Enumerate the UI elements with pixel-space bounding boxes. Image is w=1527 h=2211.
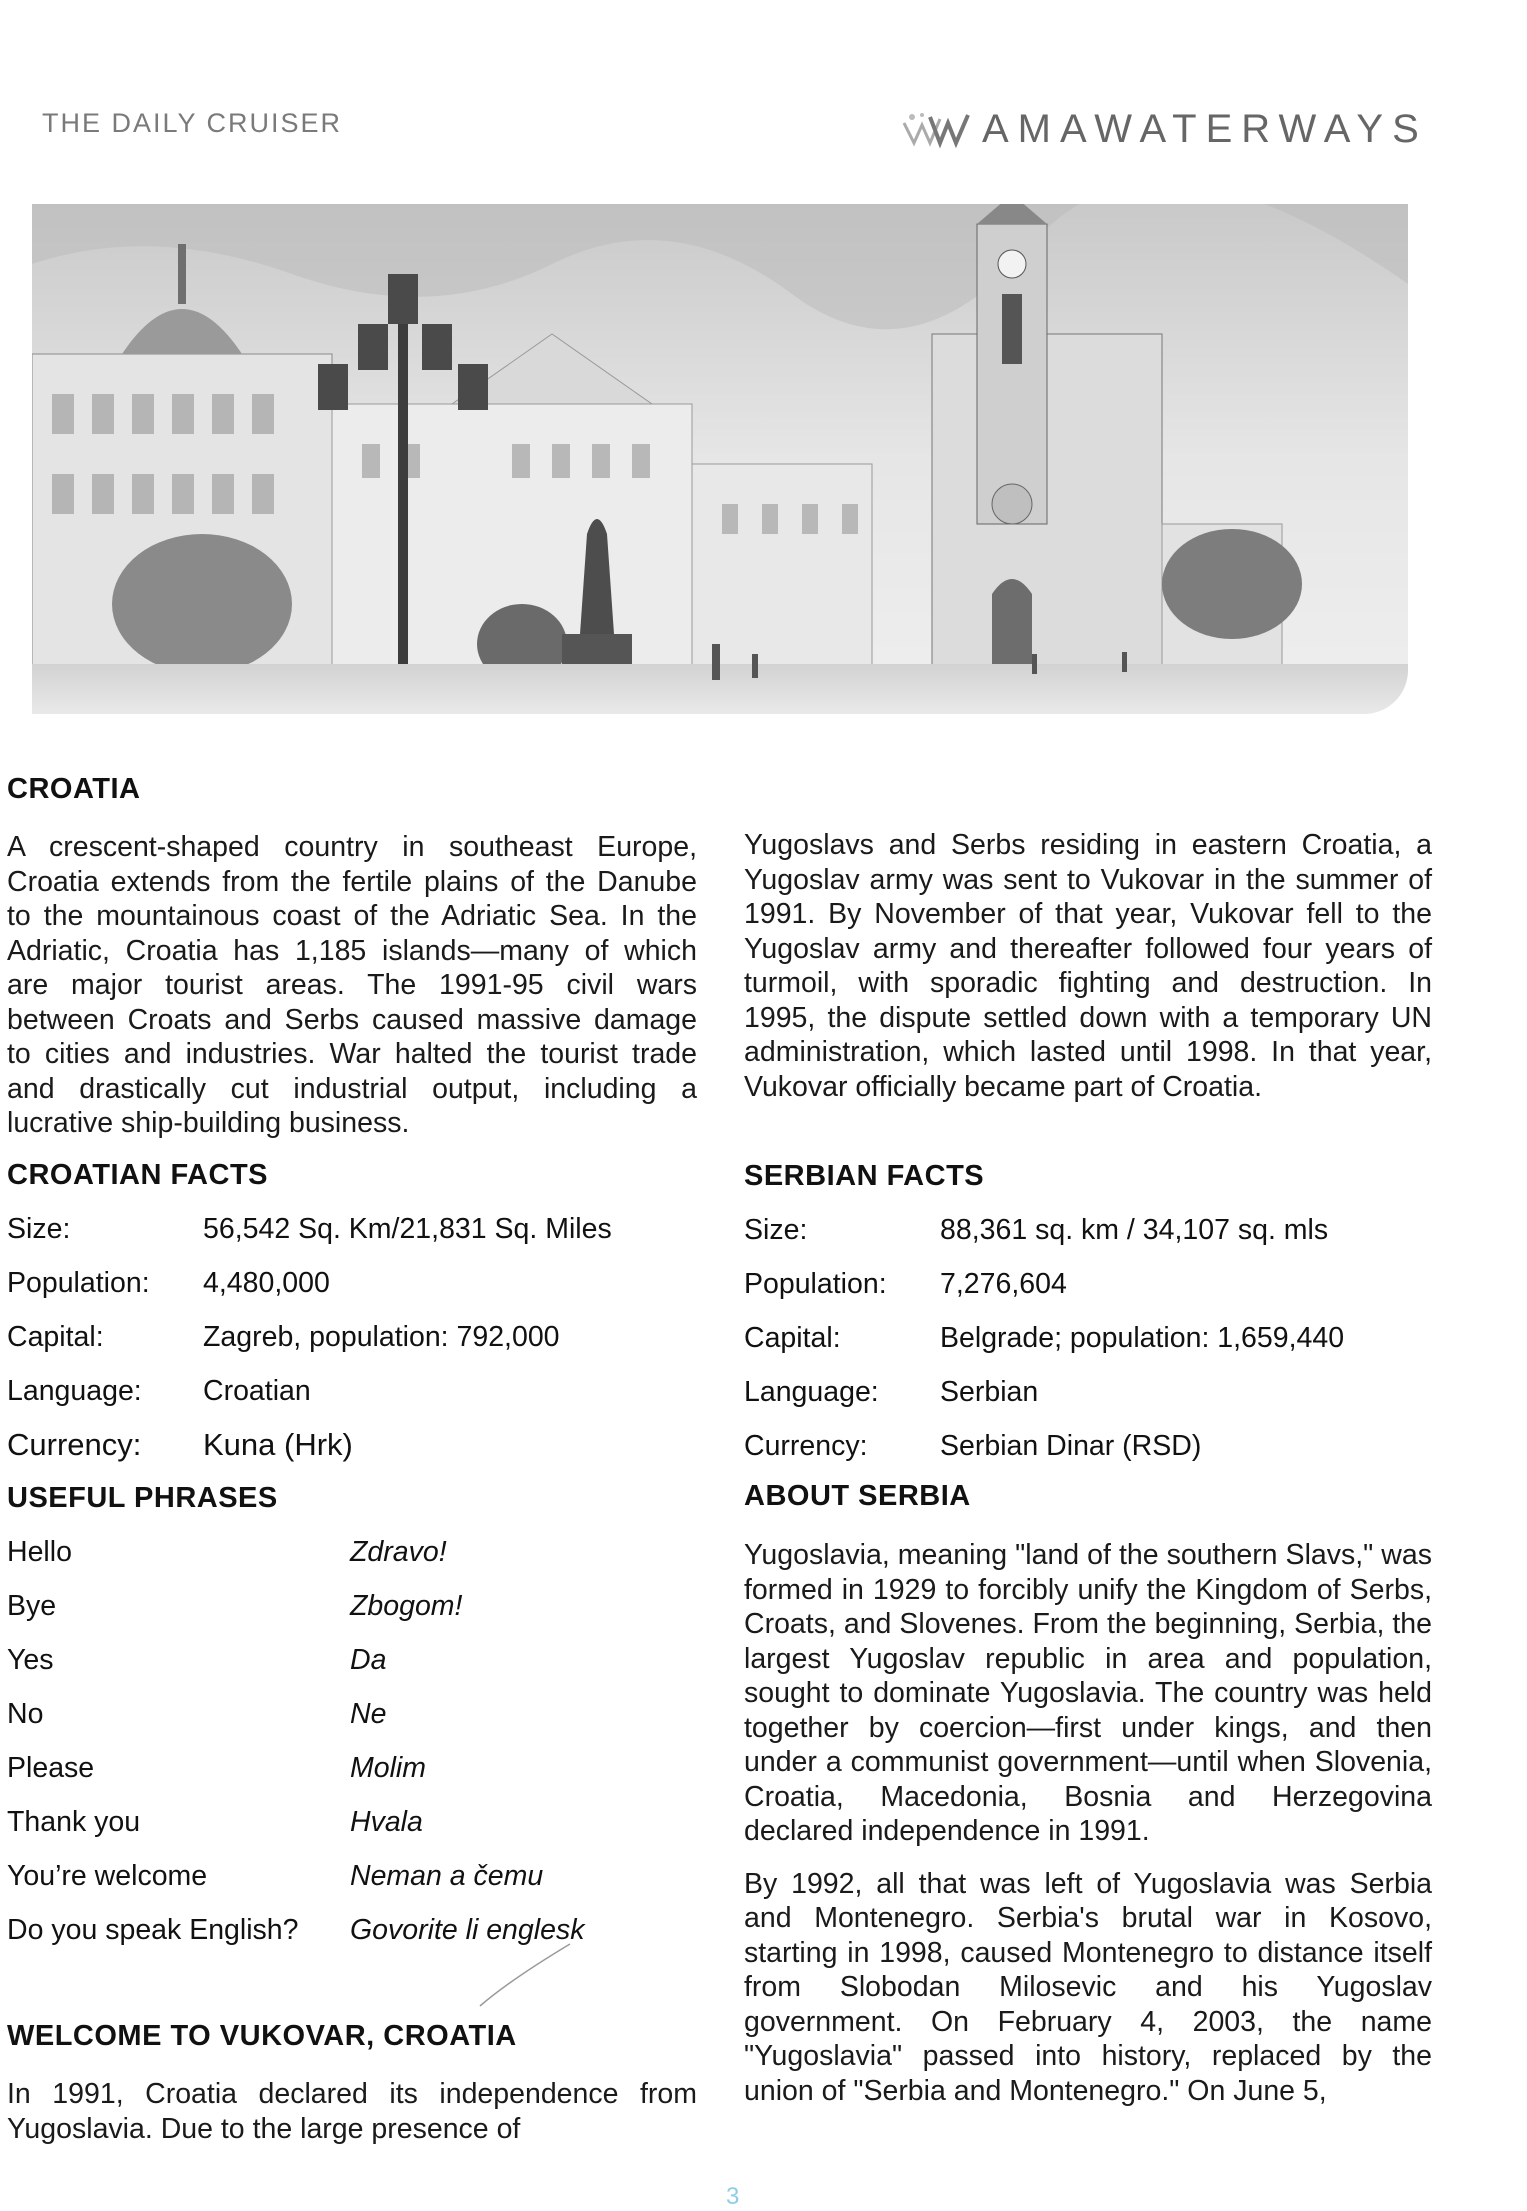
croatia-heading: CROATIA <box>7 773 141 805</box>
fact-value: Serbian <box>940 1376 1039 1408</box>
fact-value: 4,480,000 <box>203 1267 330 1299</box>
fact-label: Size: <box>7 1213 71 1245</box>
facts-row <box>744 1203 1432 1257</box>
town-square-photo <box>32 204 1408 714</box>
facts-row <box>7 1202 697 1256</box>
page-number: 3 <box>726 2183 740 2210</box>
phrase-row <box>7 1579 697 1633</box>
fact-label: Size: <box>744 1214 808 1246</box>
useful-phrases-heading: USEFUL PHRASES <box>7 1482 278 1514</box>
fact-value: Kuna (Hrk) <box>203 1427 353 1462</box>
fact-label: Currency: <box>7 1427 142 1462</box>
serbian-facts-section <box>744 1160 1432 1473</box>
phrase-croatian: Zbogom! <box>350 1590 463 1622</box>
phrase-row <box>7 1849 697 1903</box>
facts-row <box>744 1257 1432 1311</box>
phrase-croatian: Neman a čemu <box>350 1860 544 1892</box>
pen-mark <box>470 1940 580 2010</box>
facts-row <box>744 1419 1432 1473</box>
vukovar-continued <box>744 828 1432 1104</box>
phrase-croatian: Zdravo! <box>350 1536 447 1568</box>
fact-label: Capital: <box>744 1322 841 1354</box>
publication-title: THE DAILY CRUISER <box>42 108 343 138</box>
facts-row <box>7 1418 697 1472</box>
fact-label: Capital: <box>7 1321 104 1353</box>
about-serbia-para1: Yugoslavia, meaning "land of the southern Slavs," was formed in 1929 to forcibly unify the Kingdom of Serbs, Croats, and Slovenes. From the beginning, Serbia, the largest Yugoslav republic in area and population, sought to dominate Yugoslavia. The country was held together by coercion—first under kings, and then under a communist government—until when Slovenia, Croatia, Macedonia, Bosnia and Herzegovina declared independence in 1991. <box>744 1539 1432 1847</box>
phrases-table <box>7 1525 697 1957</box>
vukovar-heading: WELCOME TO VUKOVAR, CROATIA <box>7 2020 517 2052</box>
fact-label: Population: <box>7 1267 150 1299</box>
phrase-english: Do you speak English? <box>7 1914 299 1946</box>
croatian-facts-section <box>7 1159 697 1472</box>
vukovar-section <box>7 2020 697 2146</box>
croatian-facts-heading: CROATIAN FACTS <box>7 1159 269 1191</box>
serbian-facts-heading: SERBIAN FACTS <box>744 1160 985 1192</box>
facts-row <box>7 1310 697 1364</box>
phrase-croatian: Molim <box>350 1752 426 1784</box>
fact-value: Zagreb, population: 792,000 <box>203 1321 560 1353</box>
fact-label: Currency: <box>744 1430 868 1462</box>
fact-value: 88,361 sq. km / 34,107 sq. mls <box>940 1214 1329 1246</box>
fact-value: Belgrade; population: 1,659,440 <box>940 1322 1345 1354</box>
phrase-croatian: Govorite li englesk <box>350 1914 585 1946</box>
phrase-row <box>7 1687 697 1741</box>
croatia-text: A crescent-shaped country in southeast Europe, Croatia extends from the fertile plains of the Danube to the mountainous coast of the Adriatic Sea. In the Adriatic, Croatia has 1,185 islands—many of which are major tourist areas. The 1991-95 civil wars between Croats and Serbs caused massive damage to cities and industries. War halted the tourist trade and drastically cut industrial output, including a lucrative ship-building business. <box>7 831 697 1139</box>
phrase-row <box>7 1741 697 1795</box>
vukovar-text-left: In 1991, Croatia declared its independence from Yugoslavia. Due to the large presence of <box>7 2078 697 2145</box>
facts-row <box>7 1256 697 1310</box>
fact-value: Croatian <box>203 1375 311 1407</box>
fact-value: 56,542 Sq. Km/21,831 Sq. Miles <box>203 1213 612 1245</box>
phrase-croatian: Ne <box>350 1698 387 1730</box>
phrase-row <box>7 1795 697 1849</box>
phrase-english: Please <box>7 1752 95 1784</box>
brand-name: AMAWATERWAYS <box>982 106 1428 151</box>
phrase-croatian: Da <box>350 1644 387 1676</box>
fact-value: Serbian Dinar (RSD) <box>940 1430 1202 1462</box>
about-serbia-para2: By 1992, all that was left of Yugoslavia was Serbia and Montenegro. Serbia's brutal war in Kosovo, starting in 1998, caused Montenegro to distance itself from Slobodan Milosevic and his Yugoslav government. On February 4, 2003, the name "Yugoslavia" passed into history, replaced by the union of "Serbia and Montenegro." On June 5, <box>744 1867 1432 2107</box>
phrase-english: No <box>7 1698 44 1730</box>
phrase-english: Bye <box>7 1590 57 1622</box>
phrase-english: Yes <box>7 1644 54 1676</box>
fact-value: 7,276,604 <box>940 1268 1067 1300</box>
facts-row <box>7 1364 697 1418</box>
facts-row <box>744 1311 1432 1365</box>
phrase-english: Hello <box>7 1536 72 1568</box>
brand-logo <box>900 104 1428 154</box>
fact-label: Language: <box>7 1375 142 1407</box>
croatia-section <box>7 773 697 1141</box>
vukovar-text-right: Yugoslavs and Serbs residing in eastern Croatia, a Yugoslav army was sent to Vukovar in the summer of 1991. By November of that year, Vukovar fell to the Yugoslav army and thereafter followed four years of turmoil, with sporadic fighting and destruction. In 1995, the dispute settled down with a temporary UN administration, which lasted until 1998. In that year, Vukovar officially became part of Croatia. <box>744 829 1432 1103</box>
phrase-english: You’re welcome <box>7 1860 208 1892</box>
serbian-facts-table <box>744 1203 1432 1473</box>
fact-label: Population: <box>744 1268 887 1300</box>
about-serbia-heading: ABOUT SERBIA <box>744 1480 971 1512</box>
phrase-row <box>7 1525 697 1579</box>
hero-photo <box>32 204 1408 714</box>
about-serbia-section <box>744 1480 1432 2108</box>
phrase-english: Thank you <box>7 1806 141 1838</box>
useful-phrases-section <box>7 1482 697 1957</box>
phrase-croatian: Hvala <box>350 1806 423 1838</box>
croatian-facts-table <box>7 1202 697 1472</box>
fact-label: Language: <box>744 1376 879 1408</box>
waves-logo-icon <box>900 109 972 149</box>
phrase-row <box>7 1903 697 1957</box>
phrase-row <box>7 1633 697 1687</box>
facts-row <box>744 1365 1432 1419</box>
